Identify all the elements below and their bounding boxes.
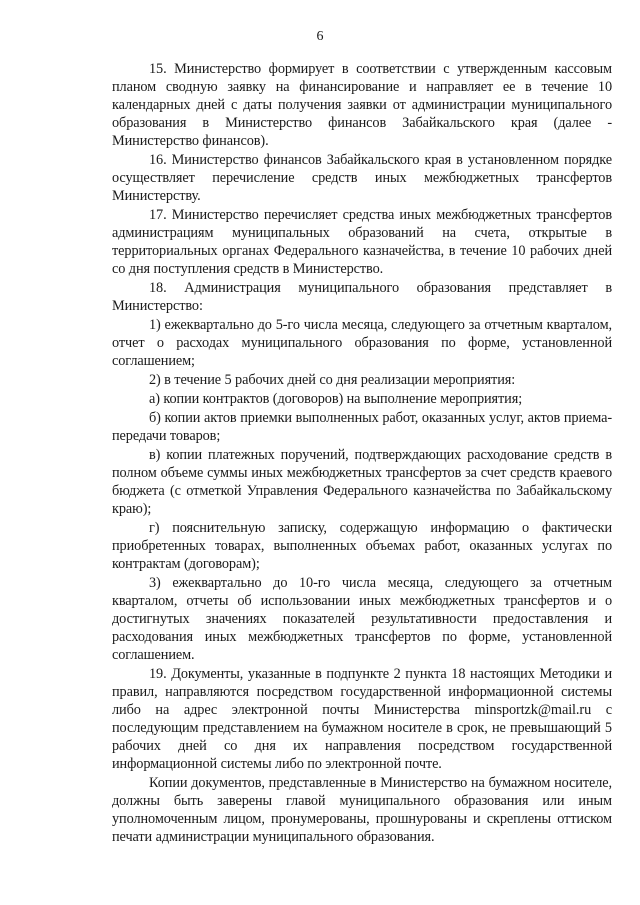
paragraph-18-item-2: 2) в течение 5 рабочих дней со дня реализации мероприятия: <box>149 372 516 388</box>
paragraph-17: 17. Министерство перечисляет средства иных межбюджетных трансфертов администрациям муниципальных образований на счета, открытые в территориальных органах Федерального казначейства, в течение 10 рабочих дней со дня поступления средств в Министерство. <box>112 207 612 277</box>
document-body <box>112 60 612 847</box>
paragraph-16: 16. Министерство финансов Забайкальского края в установленном порядке осуществляет перечисление средств иных межбюджетных трансфертов Министерству. <box>112 152 612 204</box>
paragraph-18-item-3: 3) ежеквартально до 10-го числа месяца, следующего за отчетным кварталом, отчеты об использовании иных межбюджетных трансфертов и о достигнутых значениях показателей результативности предоставления и расходования иных межбюджетных трансфертов по форме, установленной соглашением. <box>112 575 612 663</box>
page-number: 6 <box>316 29 324 44</box>
paragraph-18-item-2b: б) копии актов приемки выполненных работ, оказанных услуг, актов приема-передачи товаров; <box>112 410 612 444</box>
paragraph-18-item-2a: а) копии контрактов (договоров) на выполнение мероприятия; <box>149 391 523 407</box>
paragraph-19-copies: Копии документов, представленные в Министерство на бумажном носителе, должны быть заверены главой муниципального образования или иным уполномоченным лицом, пронумерованы, прошнурованы и скреплены оттиском печати администрации муниципального образования. <box>112 775 612 845</box>
paragraph-18-item-2v: в) копии платежных поручений, подтверждающих расходование средств в полном объеме суммы иных межбюджетных трансфертов за счет средств краевого бюджета (с отметкой Управления Федерального казначейства по Забайкальскому краю); <box>112 447 612 517</box>
paragraph-18-item-2g: г) пояснительную записку, содержащую информацию о фактически приобретенных товарах, выполненных объемах работ, оказанных услугах по контрактам (договорам); <box>112 520 612 572</box>
paragraph-18-item-1: 1) ежеквартально до 5-го числа месяца, следующего за отчетным кварталом, отчет о расходах муниципального образования по форме, установленной соглашением; <box>112 317 612 369</box>
paragraph-18: 18. Администрация муниципального образования представляет в Министерство: <box>112 280 612 314</box>
paragraph-19: 19. Документы, указанные в подпункте 2 пункта 18 настоящих Методики и правил, направляются посредством государственной информационной системы либо на адрес электронной почты Министерства minsportzk@mail.ru с последующим представлением на бумажном носителе в срок, не превышающий 5 рабочих дней со дня их направления посредством государственной информационной системы либо по электронной почте. <box>112 666 612 772</box>
paragraph-15: 15. Министерство формирует в соответствии с утвержденным кассовым планом сводную заявку на финансирование и направляет ее в течение 10 календарных дней с даты получения заявки от администрации муниципального образования в Министерство финансов Забайкальского края (далее - Министерство финансов). <box>112 61 612 149</box>
